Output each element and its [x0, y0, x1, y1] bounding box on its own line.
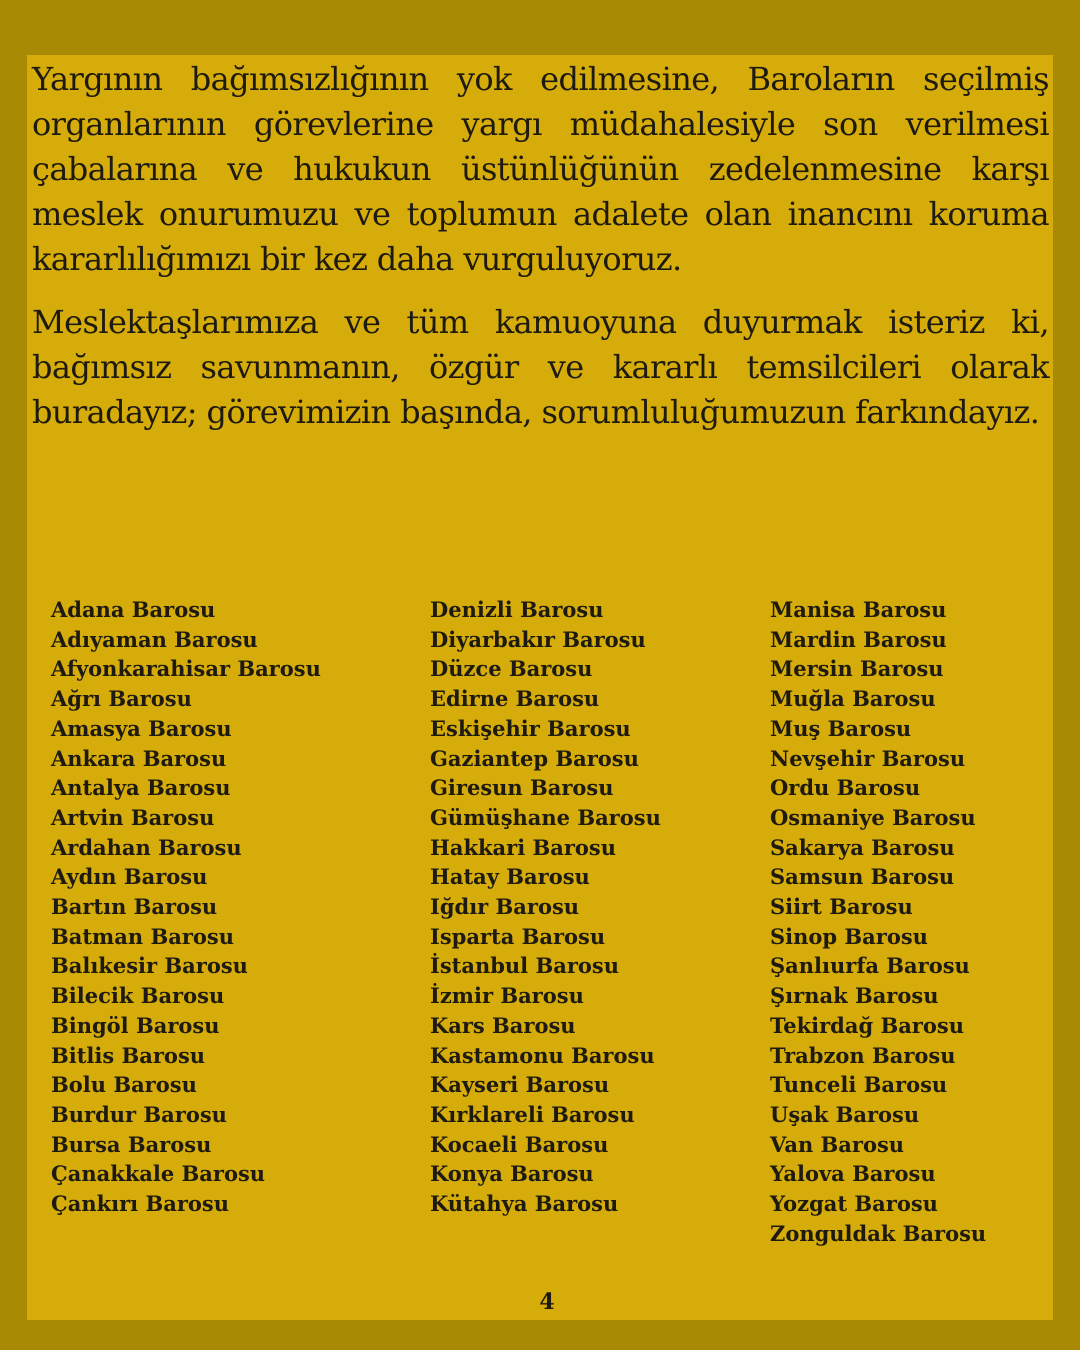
signatory-bar-association: Diyarbakır Barosu	[430, 626, 646, 652]
document-page	[27, 55, 1053, 1320]
page-number: 4	[539, 1289, 555, 1315]
signatory-bar-association: Amasya Barosu	[51, 715, 232, 741]
signatory-bar-association: Denizli Barosu	[430, 597, 604, 622]
signatory-bar-association: Nevşehir Barosu	[770, 745, 966, 771]
signatory-bar-association: Uşak Barosu	[770, 1101, 920, 1127]
signatory-bar-association: Antalya Barosu	[51, 775, 231, 801]
signatory-bar-association: Adana Barosu	[51, 597, 216, 622]
signatory-bar-association: Isparta Barosu	[430, 923, 606, 949]
signatory-bar-association: Tekirdağ Barosu	[770, 1012, 964, 1038]
signatory-bar-association: Gaziantep Barosu	[430, 745, 639, 771]
signatory-bar-association: Balıkesir Barosu	[51, 953, 248, 979]
signatory-bar-association: Kastamonu Barosu	[430, 1042, 655, 1068]
signatory-bar-association: Iğdır Barosu	[430, 894, 580, 920]
statement-paragraph-1: Yargının bağımsızlığının yok edilmesine, Baroların seçilmiş organlarının görevlerine yargı müdahalesiyle son verilmesi çabalarına ve hukukun üstünlüğünün zedelenmesine karşı meslek onurumuzu ve toplumun adalete olan inancını koruma kararlılığımızı bir kez daha vurguluyoruz.	[32, 60, 1049, 278]
signatory-bar-association: Zonguldak Barosu	[770, 1220, 987, 1246]
statement-body	[32, 55, 1049, 435]
signatory-bar-association: Ordu Barosu	[770, 775, 921, 801]
signatory-bar-association: Sinop Barosu	[770, 923, 928, 949]
signatory-bar-association: Sakarya Barosu	[770, 834, 955, 860]
signatory-bar-association: Bolu Barosu	[51, 1072, 197, 1098]
signatory-bar-association: Afyonkarahisar Barosu	[51, 656, 321, 682]
signatory-bar-association: Adıyaman Barosu	[51, 626, 258, 652]
signatory-bar-association: Mardin Barosu	[770, 626, 947, 652]
signatory-bar-association: Tunceli Barosu	[770, 1072, 948, 1098]
signatory-bar-association: Muş Barosu	[770, 715, 912, 741]
signatory-bar-association: Hakkari Barosu	[430, 834, 617, 860]
statement-paragraph-2: Meslektaşlarımıza ve tüm kamuoyuna duyurmak isteriz ki, bağımsız savunmanın, özgür ve kararlı temsilcileri olarak buradayız; görevimizin başında, sorumluluğumuzun farkındayız.	[32, 303, 1049, 431]
signatory-bar-association: Konya Barosu	[430, 1161, 594, 1187]
signatory-bar-association: Yozgat Barosu	[770, 1191, 938, 1217]
signatory-bar-association: Artvin Barosu	[51, 804, 215, 830]
signatory-bar-association: Düzce Barosu	[430, 656, 593, 682]
signatory-bar-association: Giresun Barosu	[430, 775, 614, 801]
signatory-bar-association: Hatay Barosu	[430, 864, 590, 890]
signatory-bar-association: Çanakkale Barosu	[51, 1161, 266, 1187]
signatory-bar-association: Kayseri Barosu	[430, 1072, 610, 1098]
signatories-column-3	[770, 595, 986, 1248]
signatory-bar-association: Kocaeli Barosu	[430, 1131, 609, 1157]
signatory-bar-association: Kütahya Barosu	[430, 1191, 619, 1217]
signatory-bar-association: Bitlis Barosu	[51, 1042, 206, 1068]
signatory-bar-association: Çankırı Barosu	[51, 1191, 229, 1217]
signatory-bar-association: Trabzon Barosu	[770, 1042, 956, 1068]
signatory-bar-association: Kars Barosu	[430, 1012, 576, 1038]
signatory-bar-association: Bilecik Barosu	[51, 983, 225, 1009]
signatory-bar-association: Bartın Barosu	[51, 894, 218, 920]
signatory-bar-association: İstanbul Barosu	[430, 953, 619, 979]
signatory-bar-association: Şırnak Barosu	[770, 983, 939, 1009]
signatories-column-1	[51, 595, 321, 1219]
signatory-bar-association: Osmaniye Barosu	[770, 804, 976, 830]
signatory-bar-association: Batman Barosu	[51, 923, 234, 949]
signatory-bar-association: Samsun Barosu	[770, 864, 955, 890]
signatory-bar-association: Kırklareli Barosu	[430, 1101, 635, 1127]
signatories-column-2	[430, 595, 661, 1219]
signatory-bar-association: Siirt Barosu	[770, 894, 913, 920]
signatory-bar-association: İzmir Barosu	[430, 983, 584, 1009]
signatory-bar-association: Yalova Barosu	[770, 1161, 936, 1187]
signatory-bar-association: Manisa Barosu	[770, 597, 947, 622]
signatory-bar-association: Muğla Barosu	[770, 686, 936, 712]
signatory-bar-association: Ardahan Barosu	[51, 834, 242, 860]
signatory-bar-association: Aydın Barosu	[51, 864, 208, 890]
signatory-bar-association: Mersin Barosu	[770, 656, 944, 682]
signatory-bar-association: Edirne Barosu	[430, 686, 600, 712]
signatory-bar-association: Ağrı Barosu	[51, 686, 192, 712]
signatory-bar-association: Eskişehir Barosu	[430, 715, 631, 741]
signatory-bar-association: Gümüşhane Barosu	[430, 804, 661, 830]
signatory-bar-association: Burdur Barosu	[51, 1101, 227, 1127]
signatory-bar-association: Bursa Barosu	[51, 1131, 212, 1157]
signatory-bar-association: Van Barosu	[770, 1131, 905, 1157]
signatory-bar-association: Ankara Barosu	[51, 745, 227, 771]
signatory-bar-association: Bingöl Barosu	[51, 1012, 220, 1038]
signatory-bar-association: Şanlıurfa Barosu	[770, 953, 970, 979]
